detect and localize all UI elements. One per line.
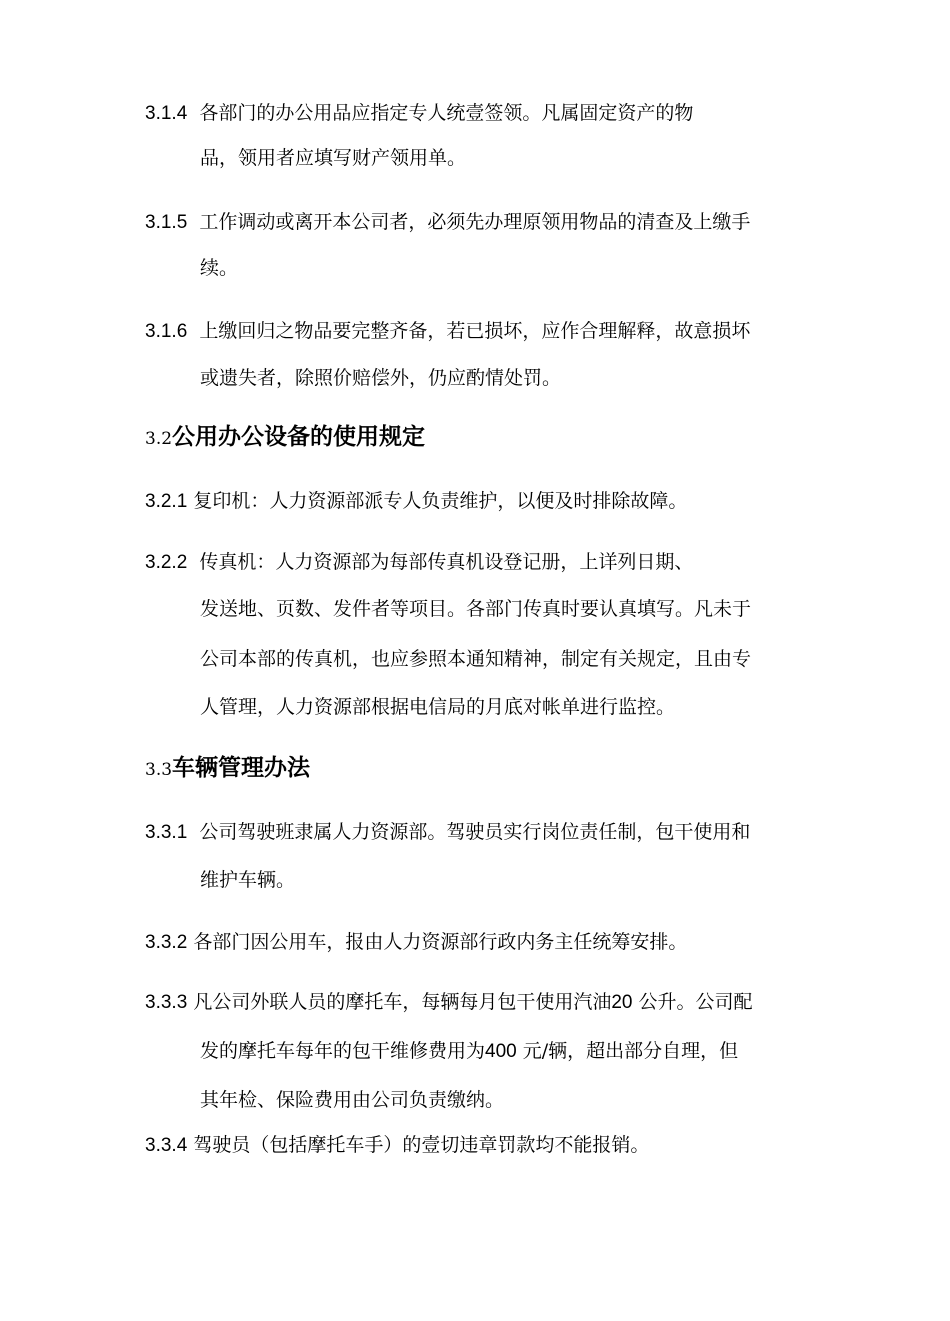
item-number: 3.3.1 [145,822,188,843]
item-3-1-5 [145,210,750,235]
item-3-2-1 [145,489,687,514]
item-3-1-4 [145,101,693,126]
item-3-1-6-cont: 或遗失者，除照价赔偿外，仍应酌情处罚。 [200,367,562,389]
item-text: 发的摩托车每年的包干维修费用为 [200,1040,486,1062]
item-3-2-2-cont: 公司本部的传真机，也应参照本通知精神，制定有关规定，且由专 [200,648,752,670]
item-3-3-3 [145,990,753,1015]
item-text: 公司驾驶班隶属人力资源部。驾驶员实行岗位责任制，包干使用和 [199,821,751,843]
item-3-2-2-cont: 发送地、页数、发件者等项目。各部门传真时要认真填写。凡未于 [200,598,752,620]
repair-fee: 400 [485,1041,517,1062]
item-text: 公升。公司配 [638,991,753,1013]
item-text: 驾驶员（包括摩托车手）的壹切违章罚款均不能报销。 [193,1134,650,1156]
item-text: 各部门因公用车，报由人力资源部行政内务主任统筹安排。 [193,931,688,953]
item-number: 3.3.3 [145,992,188,1013]
section-number: 3.2 [145,429,173,449]
item-text: 工作调动或离开本公司者，必须先办理原领用物品的清查及上缴手 [199,211,751,233]
item-number: 3.1.6 [145,321,188,342]
item-3-3-3-cont [200,1039,738,1064]
item-3-2-2-cont: 人管理，人力资源部根据电信局的月底对帐单进行监控。 [200,696,676,718]
item-number: 3.1.4 [145,103,188,124]
section-title: 车辆管理办法 [172,754,311,781]
item-text: 复印机：人力资源部派专人负责维护，以便及时排除故障。 [193,490,688,512]
item-3-3-3-cont: 其年检、保险费用由公司负责缴纳。 [200,1089,505,1111]
item-3-2-2 [145,550,693,575]
fuel-amount: 20 [611,992,633,1013]
item-3-3-1 [145,820,750,845]
item-text: 凡公司外联人员的摩托车，每辆每月包干使用汽油 [193,991,612,1013]
item-text: 各部门的办公用品应指定专人统壹签领。凡属固定资产的物 [199,102,694,124]
item-number: 3.1.5 [145,212,188,233]
item-3-1-4-cont: 品，领用者应填写财产领用单。 [200,147,467,169]
item-3-1-6 [145,319,750,344]
item-3-3-1-cont: 维护车辆。 [200,869,296,891]
section-heading-3-2 [145,422,425,454]
item-number: 3.2.2 [145,552,188,573]
item-text: 上缴回归之物品要完整齐备，若已损坏，应作合理解释，故意损坏 [199,320,751,342]
section-title: 公用办公设备的使用规定 [172,423,426,450]
item-number: 3.3.2 [145,932,188,953]
item-3-3-4 [145,1133,649,1158]
item-3-3-2 [145,930,687,955]
section-number: 3.3 [145,760,173,780]
section-heading-3-3 [145,753,310,785]
item-number: 3.2.1 [145,491,188,512]
item-text: 元/辆，超出部分自理，但 [522,1040,739,1062]
item-3-1-5-cont: 续。 [200,257,239,279]
item-text: 传真机：人力资源部为每部传真机设登记册，上详列日期、 [199,551,694,573]
item-number: 3.3.4 [145,1135,188,1156]
